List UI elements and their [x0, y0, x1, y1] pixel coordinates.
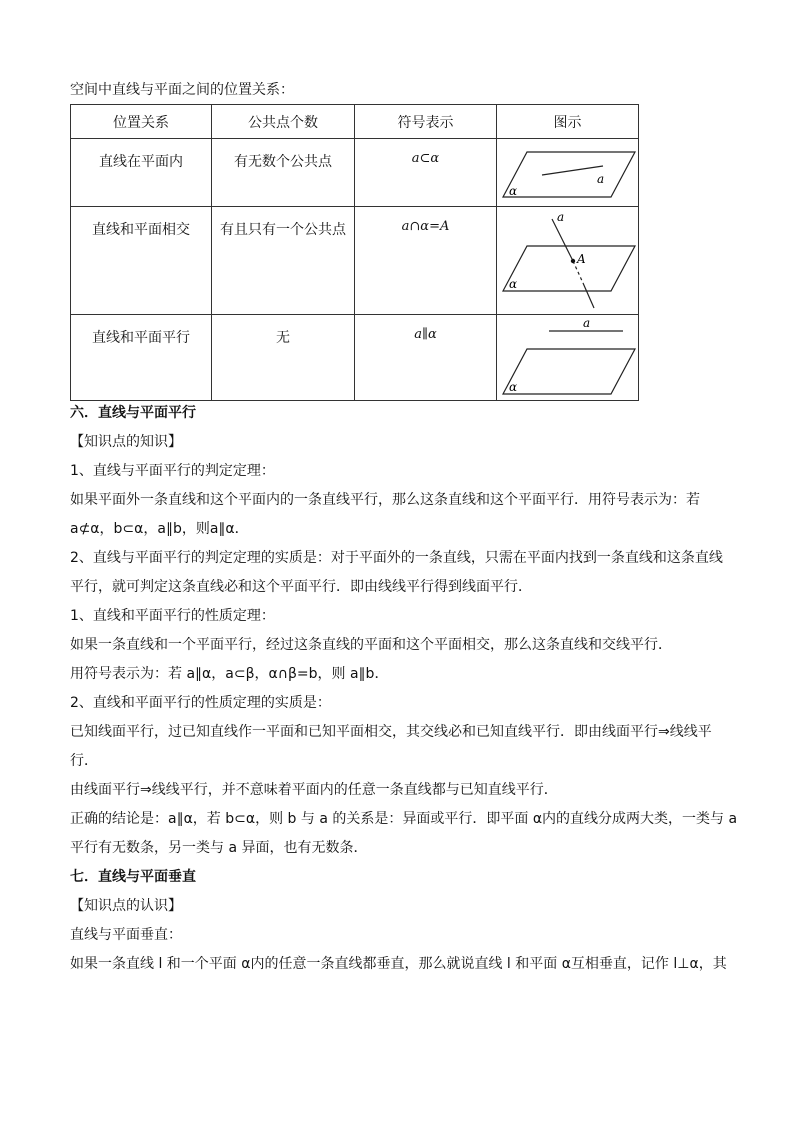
intersection-point [571, 259, 575, 263]
label-a: a [597, 172, 605, 186]
text-line: 平行有无数条，另一类与 a 异面，也有无数条． [70, 840, 368, 856]
table-header-cell: 位置关系 [71, 105, 212, 139]
text-line: 如果平面外一条直线和这个平面内的一条直线平行，那么这条直线和这个平面平行．用符号表示为：若 [70, 492, 700, 508]
symbol-label: a∥α [414, 327, 437, 342]
text-line: 直线与平面垂直： [70, 927, 182, 943]
label-a: a [557, 210, 565, 224]
table-cell [212, 315, 355, 401]
section-heading: 七．直线与平面垂直 [70, 869, 196, 885]
text-line: 如果一条直线 l 和一个平面 α内的任意一条直线都垂直，那么就说直线 l 和平面 α互相垂直，记作 l⊥α，其 [70, 956, 727, 972]
table-cell [497, 315, 639, 401]
table-header-cell: 符号表示 [355, 105, 497, 139]
line-parallel-plane-figure [497, 315, 639, 399]
table-cell [71, 315, 212, 401]
line-in-plane-figure [497, 139, 639, 205]
text-line: 由线面平行⇒线线平行，并不意味着平面内的任意一条直线都与已知直线平行． [70, 782, 558, 798]
points-label: 有无数个公共点 [234, 154, 332, 170]
line-intersect-plane-figure [497, 207, 639, 313]
table-cell [355, 139, 497, 207]
line-a [542, 166, 603, 175]
text-line: 1、直线和平面平行的性质定理： [70, 608, 275, 624]
table-row [71, 207, 639, 315]
relation-label: 直线和平面相交 [92, 222, 190, 238]
table-cell [212, 207, 355, 315]
text-line: 1、直线与平面平行的判定定理： [70, 463, 275, 479]
plane-shape [503, 152, 635, 197]
text-line: 行． [70, 753, 98, 769]
intro-text: 空间中直线与平面之间的位置关系： [70, 82, 294, 98]
text-line: 正确的结论是：a∥α，若 b⊂α，则 b 与 a 的关系是：异面或平行．即平面 α内的直线分成两大类，一类与 a [70, 811, 738, 827]
section-heading: 六．直线与平面平行 [70, 405, 196, 421]
text-line: 平行，就可判定这条直线必和这个平面平行．即由线线平行得到线面平行． [70, 579, 532, 595]
table-cell [497, 207, 639, 315]
text-line: 如果一条直线和一个平面平行，经过这条直线的平面和这个平面相交，那么这条直线和交线平行． [70, 637, 672, 653]
text-line: 【知识点的知识】 [70, 434, 182, 450]
label-alpha: α [509, 277, 518, 291]
plane-shape [503, 349, 635, 394]
relation-label: 直线和平面平行 [92, 330, 190, 346]
label-A: A [577, 252, 586, 266]
text-line: 2、直线与平面平行的判定定理的实质是：对于平面外的一条直线，只需在平面内找到一条直线和这条直线 [70, 550, 723, 566]
line-a-upper [552, 219, 573, 261]
points-label: 无 [276, 330, 290, 346]
text-line: 2、直线和平面平行的性质定理的实质是： [70, 695, 331, 711]
relation-table [70, 104, 639, 401]
table-cell [355, 315, 497, 401]
table-header-cell: 公共点个数 [212, 105, 355, 139]
table-cell [71, 207, 212, 315]
line-a-lower [583, 283, 594, 308]
symbol-label: a⊂α [411, 151, 440, 166]
points-label: 有且只有一个公共点 [220, 222, 346, 238]
table-header-cell: 图示 [497, 105, 639, 139]
table-cell [71, 139, 212, 207]
symbol-label: a∩α=A [401, 219, 450, 234]
body-text [70, 403, 738, 974]
text-line: 【知识点的认识】 [70, 898, 182, 914]
table-row [71, 315, 639, 401]
text-line: a⊄α，b⊂α，a∥b，则a∥α． [70, 521, 249, 537]
table-cell [355, 207, 497, 315]
label-alpha: α [509, 184, 518, 198]
label-a: a [583, 316, 591, 330]
label-alpha: α [509, 380, 518, 394]
text-line: 已知线面平行，过已知直线作一平面和已知平面相交，其交线必和已知直线平行．即由线面平行⇒线线平 [70, 724, 712, 740]
table-row [71, 139, 639, 207]
text-line: 用符号表示为：若 a∥α，a⊂β，α∩β=b，则 a∥b． [70, 666, 389, 682]
table-header-row [71, 105, 639, 139]
table-cell [212, 139, 355, 207]
relation-label: 直线在平面内 [99, 154, 183, 170]
table-cell [497, 139, 639, 207]
